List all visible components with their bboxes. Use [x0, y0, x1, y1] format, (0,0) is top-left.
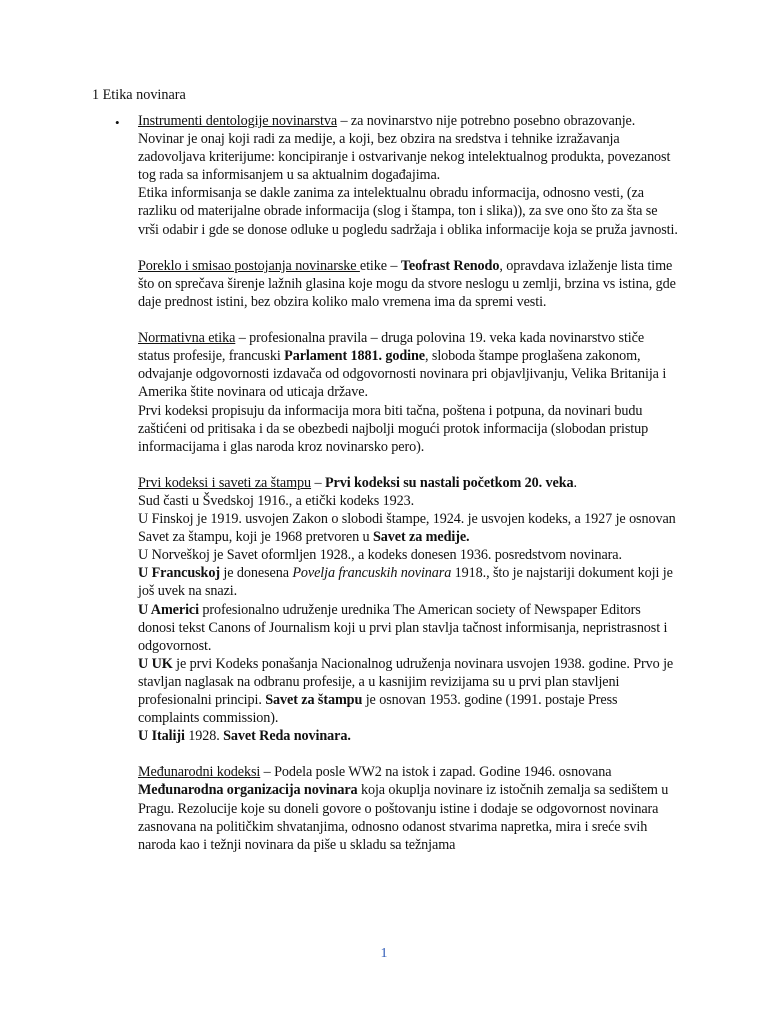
paragraph-normativna — [138, 329, 678, 456]
document-body — [138, 112, 678, 872]
bold-text: Savet za štampu — [265, 692, 363, 708]
paragraph-text: Sud časti u Švedskoj 1916., a etički kodeks 1923. — [138, 492, 415, 509]
paragraph-text: 1928. — [184, 728, 224, 745]
paragraph-text: , opravdava izlaženje lista time što on sprečava širenje lažnih glasina koje mogu da stvore neslogu u zemlji, brzina vs istina, gde daje prednost istini, bez obzira koliko malo vremena ima da spremi vesti. — [138, 257, 676, 310]
paragraph-text: je donesena — [219, 565, 293, 582]
paragraph-title: Instrumenti dentologije novinarstva — [138, 113, 338, 129]
bold-text: U Italiji — [138, 728, 185, 745]
section-heading: 1 Etika novinara — [92, 87, 186, 103]
paragraph-poreklo — [138, 257, 678, 311]
paragraph-title: Normativna etika — [138, 330, 236, 347]
bold-text: Savet Reda novinara. — [223, 728, 351, 745]
bold-text: Parlament 1881. godine — [284, 348, 425, 365]
paragraph-title: Poreklo i smisao postojanja novinarske — [138, 257, 360, 274]
paragraph-text: – — [311, 474, 325, 491]
paragraph-text: U Finskoj je 1919. usvojen Zakon o slobodi štampe, 1924. je usvojen kodeks, a 1927 je osnovan Savet za štampu, koji je 1968 pretvoren u — [138, 511, 676, 546]
paragraph-text: . — [573, 474, 577, 491]
paragraph-text: Prvi kodeksi propisuju da informacija mora biti tačna, poštena i potpuna, da novinari budu zaštićeni od pritisaka i da se obezbedi najbolji mogući protok informacija (slobodan pristup informacijama i glas naroda kroz novinarsko pero). — [138, 402, 649, 455]
bold-text: U Americi — [138, 601, 199, 618]
bold-text: U UK — [138, 655, 173, 672]
bold-text: Savet za medije. — [372, 529, 470, 546]
page-number: 1 — [380, 946, 388, 961]
paragraph-text: profesionalno udruženje urednika The American society of Newspaper Editors donosi tekst Canons of Journalism koji u prvi plan stavlja tačnost informisanja, nepristrasnost i odgovornost. — [138, 601, 668, 654]
paragraph-text: U Norveškoj je Savet oformljen 1928., a kodeks donesen 1936. posredstvom novinara. — [138, 547, 622, 564]
bullet-icon: • — [115, 115, 120, 130]
paragraph-text: etike – — [359, 257, 401, 274]
bold-text: Međunarodna organizacija novinara — [138, 782, 358, 799]
paragraph-text: 1918., što je najstariji dokument koji je još uvek na snazi. — [138, 565, 673, 600]
italic-text: Povelja francuskih novinara — [292, 565, 452, 582]
paragraph-text: – za novinarstvo nije potrebno posebno obrazovanje. Novinar je onaj koji radi za medije, a koji, bez obzira na sredstva i tehnike izražavanja zadovoljava kriterijume: koncipiranje i ostvarivanje nekog intelektualnog produkta, povezanost tog rada sa informisanjem u sa aktualnim događajima. — [138, 113, 671, 184]
bold-text: Prvi kodeksi su nastali početkom 20. veka — [324, 474, 574, 491]
paragraph-title: Prvi kodeksi i saveti za štampu — [138, 474, 312, 491]
paragraph-text: – Podela posle WW2 na istok i zapad. Godine 1946. osnovana — [260, 764, 612, 781]
paragraph-prvi-kodeksi — [138, 474, 678, 745]
paragraph-text: je osnovan 1953. godine (1991. postaje Press complaints commission). — [138, 692, 618, 727]
paragraph-title: Međunarodni kodeksi — [138, 764, 261, 781]
paragraph-text: je prvi Kodeks ponašanja Nacionalnog udruženja novinara usvojen 1938. godine. Prvo je stavljan naglasak na odbranu profesije, a u kasnijim revizijama su u prvi plan stavljeni profesionalni principi. — [138, 655, 674, 708]
paragraph-instrumenti — [138, 112, 678, 239]
paragraph-text: – profesionalna pravila – druga polovina 19. veka kada novinarstvo stiče status profesije, francuski — [138, 330, 645, 365]
bold-text: Teofrast Renodo — [400, 257, 500, 274]
paragraph-text: koja okuplja novinare iz istočnih zemalja sa sedištem u Pragu. Rezolucije koje su doneli govore o poštovanju istine i dodaje se odgovornost novinara zasnovana na političkim shvatanjima, odnosno odanost stvarima napretka, mira i sreće svih naroda kao i težnji novinara da piše u skladu sa težnjama — [138, 782, 669, 853]
paragraph-text: Etika informisanja se dakle zanima za intelektualnu obradu informacija, odnosno vesti, (za razliku od materijalne obrade informacija (slog i štampa, ton i slika)), za sve ono što za šta se vrši odabir i gde se donose odluke u pogledu sadržaja i oblika informacije koja se pruža javnosti. — [138, 185, 678, 238]
bold-text: U Francuskoj — [138, 565, 220, 582]
paragraph-medjunarodni — [138, 763, 678, 853]
paragraph-text: , sloboda štampe proglašena zakonom, odvajanje odgovornosti izdavača od odgovornosti novinara pri objavljivanju, Velika Britanija i Amerika štite novinara od uticaja države. — [138, 348, 667, 401]
